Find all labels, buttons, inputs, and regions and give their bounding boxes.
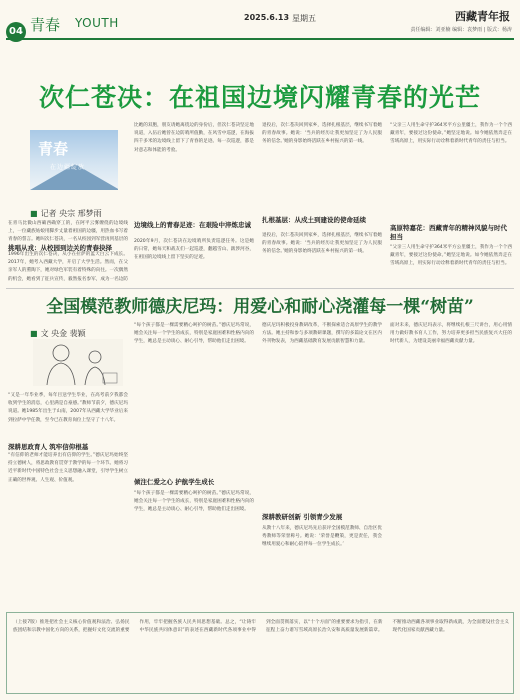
article1-column: 退役后，次仁苍决回到家乡，选择扎根基层，继续书写着她的青春故事。她说：‘当兵的经历让我更加坚定了为人民服务的信念。’她的身影始终活跃在乡村振兴的第一线。 — [262, 123, 382, 145]
page-header — [0, 0, 520, 40]
editor-credits: 责任编辑：刘亚楠 编辑：袁梦雨 | 版式：杨涛 — [410, 27, 512, 33]
byline-mark: ■ — [30, 329, 38, 338]
article2-subhead: 深耕思政育人 筑牢信仰根基 — [8, 443, 89, 451]
article2-byline-text: 文 央金 裴颖 — [40, 329, 86, 338]
article1-byline-text: 记者 央宗 邢梦雨 — [40, 209, 102, 218]
section-name-cn: 青春 — [30, 16, 61, 34]
issue-date: 2025.6.13 — [244, 13, 290, 22]
article1-column: “父亲三人用生命守护364米平方公里疆土，我作为一个个西藏青年，要接过这份使命。”她坚定地说。如今她依然奔走在雪域高原上，用实际行动诠释着新时代青年的责任与担当。 — [390, 123, 512, 145]
article2-byline — [30, 328, 86, 339]
byline-mark: ■ — [30, 209, 38, 218]
article2-column: “有信仰的老师才能培养出有信仰的学生。”德庆尼玛始终坚持立德树人，将思政教育贯穿于教学的每一个环节。她将习近平新时代中国特色社会主义思想融入课堂，引导学生树立正确的世界观、人生观、价值观。 — [8, 453, 128, 483]
article1-byline — [30, 208, 102, 219]
issue-weekday: 星期五 — [292, 14, 316, 23]
article2-subhead: 深耕教研创新 引领青少发展 — [262, 513, 343, 521]
teacher-sketch-illustration — [33, 339, 123, 386]
continued-article-text: （上接7版）推进把社会主义核心价值观和法治、弘扬民族团结和宗教中国化方向的关系，把握好文化交流的重要作用，牢牢把握各族人民共同思想基础。总之，“让铸牢中华民族共同体意识”的表述在西藏新时代各项事业中得到全面贯彻落实，以“十个方面”的重要要求为指引，在新征程上奋力谱写雪域高原长治久安和高质量发展新篇章。不断推动西藏各项事业取得新成就，为全面建设社会主义现代化国家贡献西藏力量。 — [13, 620, 509, 634]
article2-headline: 全国模范教师德庆尼玛：用爱心和耐心浇灌每一棵“树苗” — [46, 297, 474, 317]
article1-subhead: 边境线上的青春足迹：在艰险中淬炼忠诚 — [134, 221, 251, 229]
article1-column: 在青马比微山西确西确穿工的，在阿平云雾缭绕的边境线上，一位藏族姑娘用脚步丈量着祖国的边疆，用热血书写着青春的誓言。她叫次仁苍决，一名从校园到军营再到基层的 — [8, 221, 128, 242]
page-number-badge: 04 — [6, 22, 26, 42]
article1-photo-title: 青春 — [38, 140, 69, 158]
article2-column: 面对未来，德庆尼玛表示，将继续扎根三尺讲台，用心用情用力做好教书育人工作，努力培养更多担当民族复兴大任的时代新人，为建设美丽幸福西藏贡献力量。 — [390, 323, 512, 345]
article2-column: “每个孩子都是一棵需要精心呵护的树苗。”德庆尼玛常说，她会关注每一个学生的成长，特别是家庭困难和性格内向的学生，她总是主动谈心、耐心引导，帮助他们走出困境。 — [134, 491, 254, 513]
section-name-en: YOUTH — [75, 16, 119, 30]
article1-subhead: 高原特嘉花：西藏青年的精神风貌与时代担当 — [390, 224, 507, 241]
article1-photo-subtitle: 在边疆绽放 — [50, 164, 86, 171]
article1-column: 2020年9月，次仁苍决在边境哨所负责巡逻任务。这是她的日常，她每天和战友们一起巡逻，翻越雪山、跋涉河谷，在祖国的边境线上留下坚实的足迹。 — [134, 239, 254, 261]
continued-article-box — [6, 612, 514, 694]
article-divider — [6, 288, 514, 289]
newspaper-masthead: 西藏青年报 — [455, 10, 510, 23]
article2-column: 德庆尼玛积极投身教研改革，不断探索适合高原学生的教学方法。她主持和参与多项教研课题，撰写的多篇论文在区内外刊物发表，为西藏基础教育发展贡献智慧和力量。 — [262, 323, 382, 345]
article1-subhead: 挑唱从戎：从校园到边关的青春抉择 — [8, 244, 112, 252]
article1-column: 退役后，次仁苍决回到家乡，选择扎根基层，继续书写着她的青春故事。她说：‘当兵的经历让我更加坚定了为人民服务的信念。’她的身影始终活跃在乡村振兴的第一线。 — [262, 233, 382, 255]
article1-subhead: 扎根基层：从戍土到建设的使命延续 — [262, 216, 366, 224]
article1-column: 比她的双胞，朋友请她离绕边的身份后，但次仁苍决坚定地说道，入伍后她曾在边防哨所值勤，在风雪中巡逻，在海拔四千多米的边境线上留下了青春的足迹。每一次巡逻，都是对意志和体能的考验。 — [134, 123, 254, 153]
article2-column: “每个孩子都是一棵需要精心呵护的树苗。”德庆尼玛常说，她会关注每一个学生的成长，特别是家庭困难和性格内向的学生，她总是主动谈心、耐心引导，帮助他们走出困境。 — [134, 323, 254, 345]
article2-column: 从教十八年来，德庆尼玛先后获评全国模范教师、自治区优秀教师等荣誉称号。她说：‘荣誉是鞭策，更是责任，我会继续用爱心和耐心陪伴每一位学生成长。’ — [262, 526, 382, 548]
header-rule — [6, 38, 514, 40]
article1-column: “父亲三人用生命守护364米平方公里疆土，我作为一个个西藏青年，要接过这份使命。”她坚定地说。如今她依然奔走在雪域高原上，用实际行动诠释着新时代青年的责任与担当。 — [390, 245, 512, 267]
article1-column: 1996年出生的次仁苍决，从小在拉萨的蓝天白云下成长。2017年，她考入西藏大学，开启了大学生活。然而，在父亲军人的熏陶下，她对绿色军装有着特殊的向往。一次偶然的机会，她看到了征兵宣传，毅然报名参军，成为一名边防 — [8, 252, 128, 281]
article2-column: “又是一年毕业季，每年目送学生毕业，在高考前夕我都会收到学生的消息，心里满是自豪感。”教师节前夕，德庆尼玛说道。她1985年出生于山南，2007年从西藏大学毕业后来到拉萨中学任教，至今已在教育岗位上坚守了十八年。 — [8, 393, 128, 423]
article2-subhead: 倾注仁爱之心 护航学生成长 — [134, 478, 215, 486]
article1-headline: 次仁苍决：在祖国边境闪耀青春的光芒 — [38, 83, 481, 112]
